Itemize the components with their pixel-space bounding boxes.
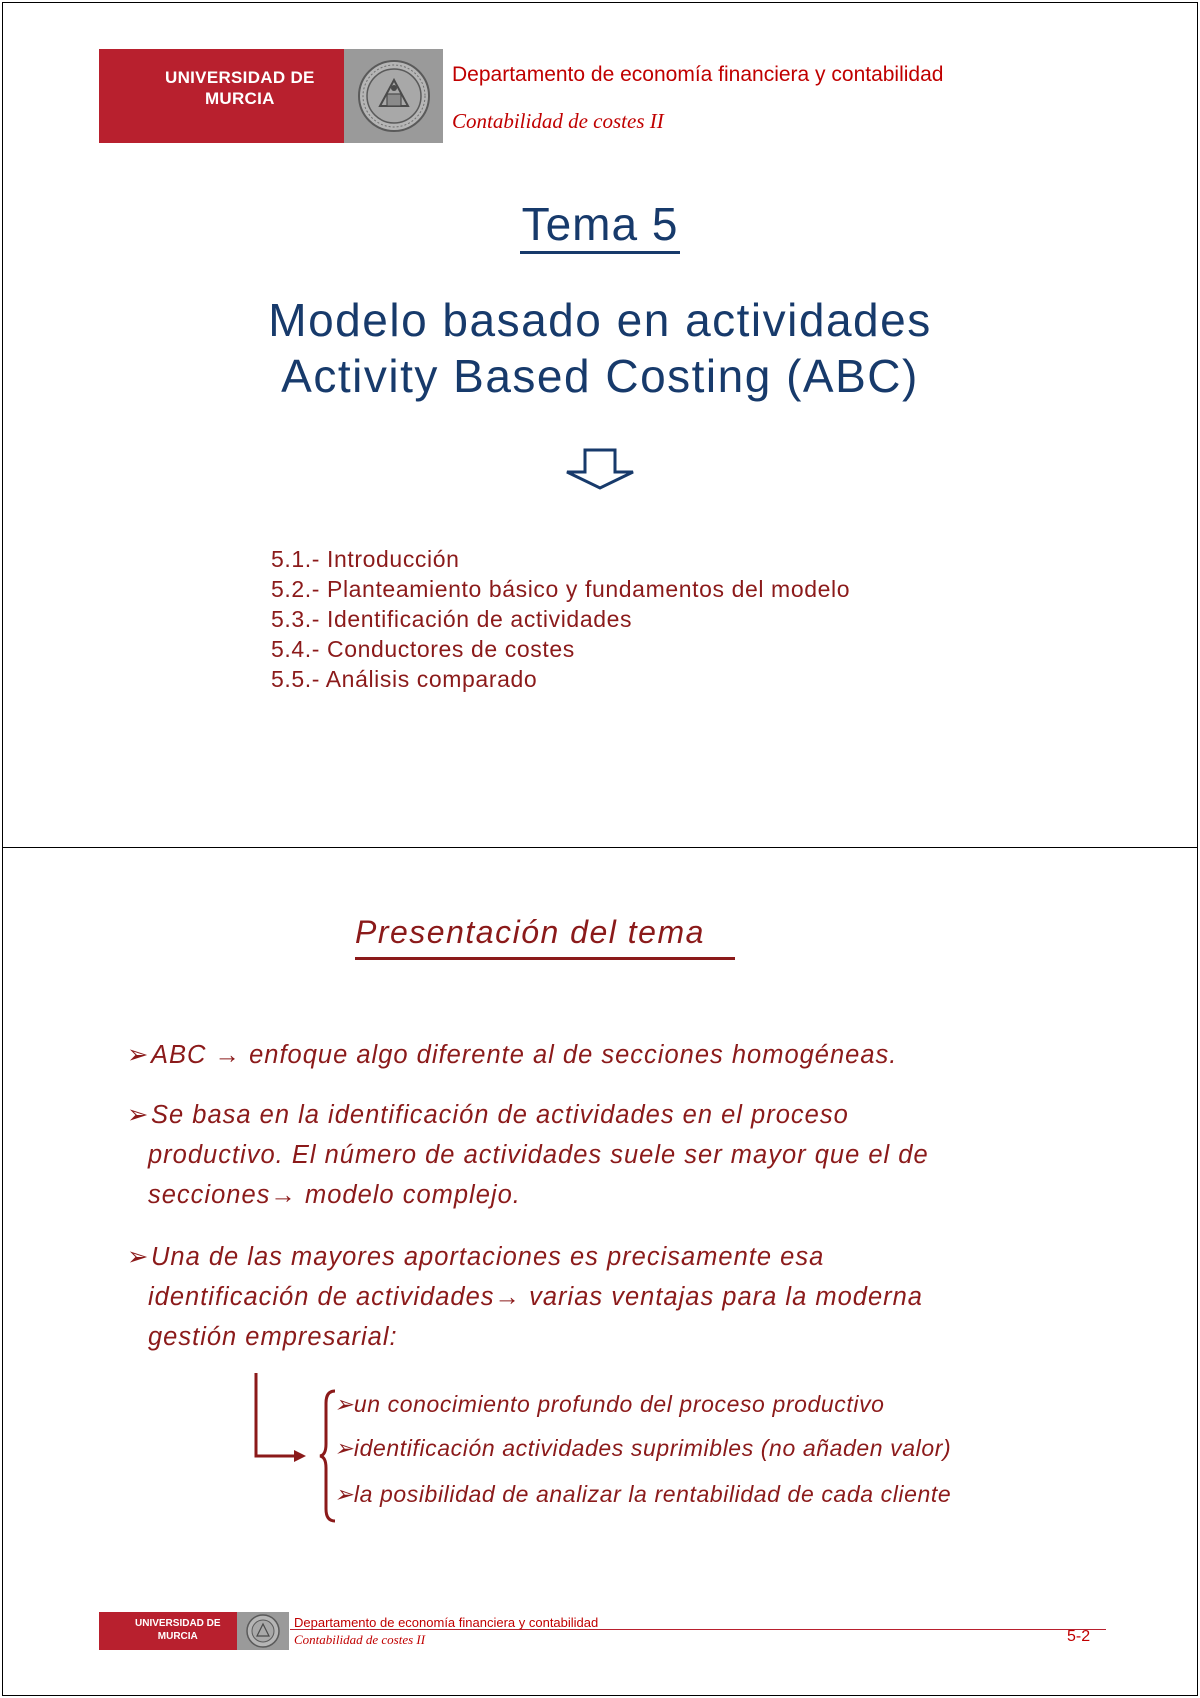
sub-bullet-item: ➢un conocimiento profundo del proceso productivo: [334, 1391, 885, 1417]
sub-bullet-item: ➢identificación actividades suprimibles (no añaden valor): [334, 1435, 952, 1461]
tema-label: Tema 5: [520, 198, 681, 254]
bullet-arrow-icon: ➢: [127, 1041, 150, 1069]
bullet-text: identificación de actividades→ varias ventajas para la moderna: [148, 1283, 923, 1311]
down-arrow-icon: [563, 447, 637, 491]
footer-university-line2: MURCIA: [157, 1631, 198, 1642]
tema-heading: [0, 197, 1200, 251]
bullet-item: [127, 1035, 897, 1075]
bullet-arrow-icon: ➢: [127, 1243, 150, 1271]
elbow-arrow-icon: [248, 1371, 308, 1465]
department-name: Departamento de economía financiera y contabilidad: [452, 63, 944, 86]
bullet-text: Se basa en la identificación de actividades en el proceso: [151, 1101, 849, 1129]
bullet-text: secciones→ modelo complejo.: [148, 1181, 521, 1209]
toc-item: 5.2.- Planteamiento básico y fundamentos del modelo: [271, 576, 851, 602]
university-name-line1: UNIVERSIDAD DE: [165, 68, 315, 87]
title-underline: [355, 957, 735, 960]
footer-course: Contabilidad de costes II: [294, 1632, 426, 1647]
slide-title-line1: Modelo basado en actividades: [268, 294, 932, 346]
toc-item: 5.3.- Identificación de actividades: [271, 606, 633, 632]
university-logo-banner: [99, 49, 443, 143]
seal-icon: [356, 58, 432, 134]
toc-item: 5.1.- Introducción: [271, 546, 460, 572]
slide-title-line2: Activity Based Costing (ABC): [281, 350, 919, 402]
sub-bullet-item: ➢la posibilidad de analizar la rentabilidad de cada cliente: [334, 1481, 952, 1507]
page-number: 5-2: [1067, 1628, 1091, 1645]
bullet-text: gestión empresarial:: [148, 1323, 398, 1351]
bullet-text: productivo. El número de actividades suele ser mayor que el de: [148, 1141, 929, 1169]
bullet-arrow-icon: ➢: [127, 1101, 150, 1129]
toc-item: 5.5.- Análisis comparado: [271, 666, 538, 692]
footer-logo-banner: [99, 1612, 289, 1650]
bullet-item: [127, 1237, 923, 1357]
university-name: [165, 67, 315, 109]
slide-divider: [2, 847, 1198, 848]
seal-icon: [245, 1613, 281, 1649]
university-name-line2: MURCIA: [204, 89, 275, 108]
course-name: Contabilidad de costes II: [452, 109, 664, 133]
footer-seal: [237, 1612, 289, 1650]
bullet-item: [127, 1095, 929, 1215]
table-of-contents: [271, 544, 850, 694]
footer-university-line1: UNIVERSIDAD DE: [135, 1618, 221, 1629]
university-seal: [344, 49, 443, 143]
toc-item: 5.4.- Conductores de costes: [271, 636, 575, 662]
presentation-title: Presentación del tema: [355, 914, 705, 950]
bullet-text: ABC → enfoque algo diferente al de secciones homogéneas.: [151, 1041, 898, 1069]
bullet-text: Una de las mayores aportaciones es precisamente esa: [151, 1243, 825, 1271]
footer-department: Departamento de economía financiera y contabilidad: [294, 1615, 599, 1630]
footer-university-name: [135, 1617, 221, 1643]
